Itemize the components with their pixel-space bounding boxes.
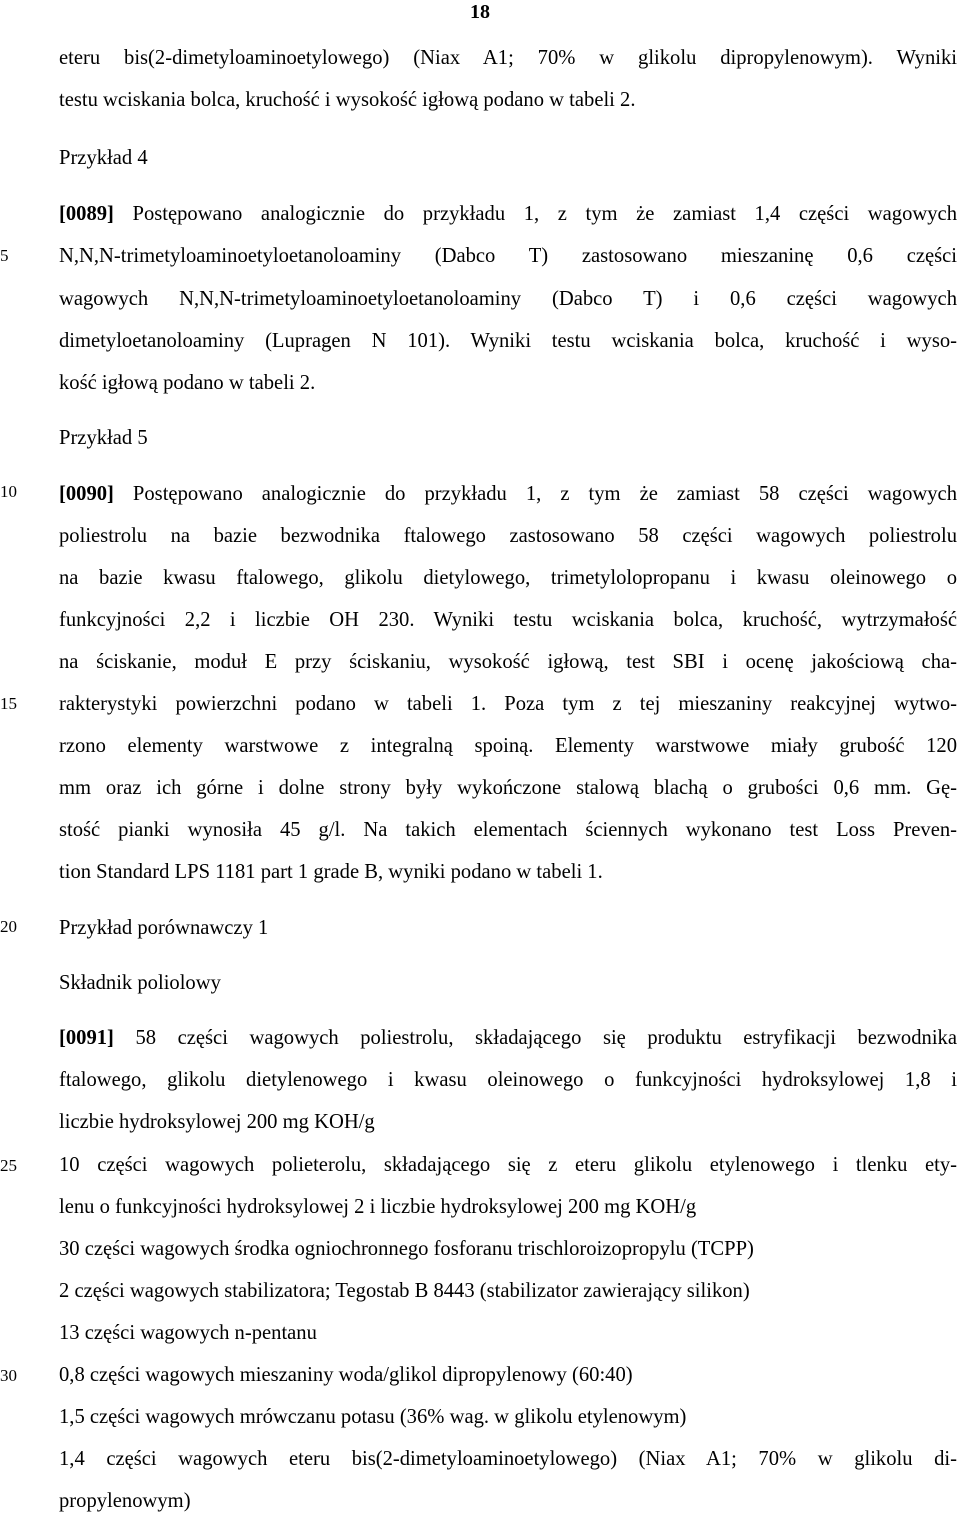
text-line: wagowych N,N,N-trimetyloaminoetyloetanoloaminy (Dabco T) i 0,6 części wagowych: [59, 288, 957, 310]
polyol-component-heading: Składnik poliolowy: [59, 972, 221, 994]
text-line: stość pianki wynosiła 45 g/l. Na takich elementach ściennych wykonano test Loss Preven-: [59, 819, 957, 841]
line-number-30: 30: [0, 1366, 17, 1385]
line-number-10: 10: [0, 482, 17, 501]
paragraph-0089-first-line: [59, 201, 957, 227]
text-line: poliestrolu na bazie bezwodnika ftalowego zastosowano 58 części wagowych poliestrolu: [59, 525, 957, 547]
text-line: mm oraz ich górne i dolne strony były wykończone stalową blachą o grubości 0,6 mm. Gę-: [59, 777, 957, 799]
text-line: 30 części wagowych środka ogniochronnego fosforanu trischloroizopropylu (TCPP): [59, 1238, 754, 1260]
text-line: lenu o funkcyjności hydroksylowej 2 i liczbie hydroksylowej 200 mg KOH/g: [59, 1196, 697, 1218]
line-number-15: 15: [0, 694, 17, 713]
text-line: 58 części wagowych poliestrolu, składającego się produktu estryfikacji bezwodnika: [113, 1027, 957, 1049]
text-line: 10 części wagowych polieterolu, składającego się z eteru glikolu etylenowego i tlenku ety-: [59, 1154, 957, 1176]
text-line: 13 części wagowych n-pentanu: [59, 1322, 317, 1344]
paragraph-0090-first-line: [59, 481, 957, 507]
paragraph-ref-0090: [0090]: [59, 483, 114, 505]
text-line: na bazie kwasu ftalowego, glikolu dietylowego, trimetylolopropanu i kwasu oleinowego o: [59, 567, 957, 589]
text-line: 0,8 części wagowych mieszaniny woda/glikol dipropylenowy (60:40): [59, 1364, 633, 1386]
text-line: Postępowano analogicznie do przykładu 1, z tym że zamiast 1,4 części wagowych: [113, 203, 957, 225]
example-4-heading: Przykład 4: [59, 147, 148, 169]
comparative-example-heading: Przykład porównawczy 1: [59, 917, 269, 939]
example-5-heading: Przykład 5: [59, 427, 148, 449]
line-number-5: 5: [0, 246, 9, 265]
text-line: funkcyjności 2,2 i liczbie OH 230. Wyniki testu wciskania bolca, kruchość, wytrzymałość: [59, 609, 957, 631]
text-line: tion Standard LPS 1181 part 1 grade B, wyniki podano w tabeli 1.: [59, 861, 603, 883]
text-line: rakterystyki powierzchni podano w tabeli 1. Poza tym z tej mieszaniny reakcyjnej wytwo-: [59, 693, 957, 715]
text-line: N,N,N-trimetyloaminoetyloetanoloaminy (Dabco T) zastosowano mieszaninę 0,6 części: [59, 245, 957, 267]
text-line: Postępowano analogicznie do przykładu 1, z tym że zamiast 58 części wagowych: [113, 483, 957, 505]
page-number: 18: [470, 1, 490, 23]
text-line: testu wciskania bolca, kruchość i wysokość igłową podano w tabeli 2.: [59, 89, 636, 111]
paragraph-ref-0091: [0091]: [59, 1027, 114, 1049]
line-number-25: 25: [0, 1156, 17, 1175]
text-line: rzono elementy warstwowe z integralną spoiną. Elementy warstwowe miały grubość 120: [59, 735, 957, 757]
text-line: 1,5 części wagowych mrówczanu potasu (36% wag. w glikolu etylenowym): [59, 1406, 687, 1428]
paragraph-0091-first-line: [59, 1025, 957, 1051]
text-line: liczbie hydroksylowej 200 mg KOH/g: [59, 1111, 375, 1133]
text-line: ftalowego, glikolu dietylenowego i kwasu oleinowego o funkcyjności hydroksylowej 1,8 i: [59, 1069, 957, 1091]
text-line: dimetyloetanoloaminy (Lupragen N 101). Wyniki testu wciskania bolca, kruchość i wyso-: [59, 330, 957, 352]
text-line: na ściskanie, moduł E przy ściskaniu, wysokość igłową, test SBI i ocenę jakościową cha-: [59, 651, 957, 673]
line-number-20: 20: [0, 917, 17, 936]
text-line: 2 części wagowych stabilizatora; Tegostab B 8443 (stabilizator zawierający silikon): [59, 1280, 750, 1302]
paragraph-ref-0089: [0089]: [59, 203, 114, 225]
text-line: kość igłową podano w tabeli 2.: [59, 372, 316, 394]
text-line: propylenowym): [59, 1490, 191, 1512]
text-line: 1,4 części wagowych eteru bis(2-dimetyloaminoetylowego) (Niax A1; 70% w glikolu di-: [59, 1448, 957, 1470]
text-line: eteru bis(2-dimetyloaminoetylowego) (Niax A1; 70% w glikolu dipropylenowym). Wyniki: [59, 47, 957, 69]
